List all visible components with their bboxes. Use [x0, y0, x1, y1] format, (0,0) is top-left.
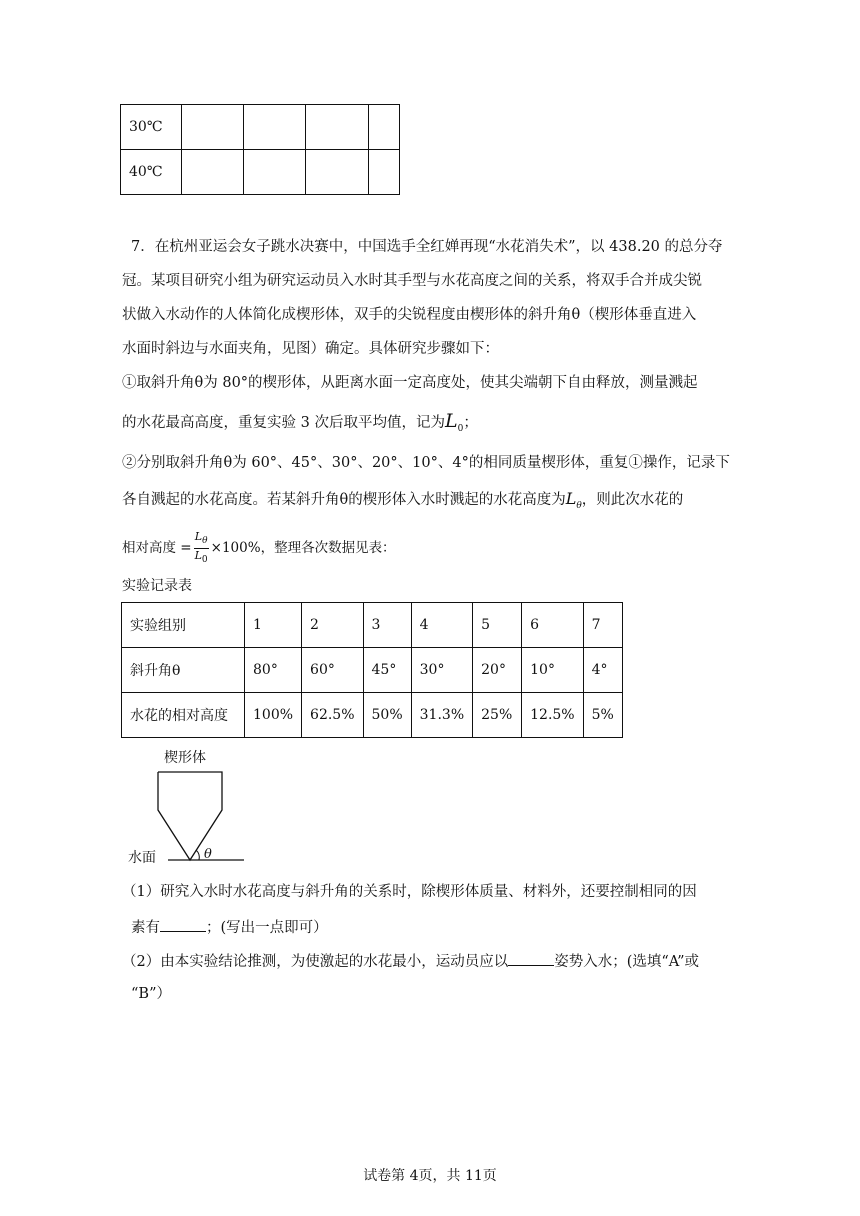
math-symbol: L	[565, 489, 577, 508]
subquestion-1: （1）研究入水时水花高度与斜升角的关系时，除楔形体质量、材料外，还要控制相同的因	[122, 884, 697, 900]
table-cell: 25%	[473, 693, 522, 738]
table-cell: 80°	[245, 648, 302, 693]
table-cell	[306, 150, 369, 195]
question-text: 状做入水动作的人体简化成楔形体，双手的尖锐程度由楔形体的斜升角θ（楔形体垂直进入	[122, 307, 697, 323]
table-cell: 40℃	[121, 150, 182, 195]
table-cell: 50%	[363, 693, 411, 738]
table-cell: 45°	[363, 648, 411, 693]
temperature-table	[120, 104, 400, 195]
table-cell: 60°	[302, 648, 363, 693]
table-cell: 5%	[583, 693, 622, 738]
wedge-shape	[158, 772, 222, 860]
step-text: 各自溅起的水花高度。若某斜升角θ的楔形体入水时溅起的水花高度为$L_\theta$，则此次水花的	[122, 489, 684, 511]
table-cell	[306, 105, 369, 150]
table-caption: 实验记录表	[122, 578, 192, 594]
table-cell: 斜升角θ	[122, 648, 245, 693]
subquestion-2-line2: “B”）	[131, 986, 171, 1002]
wedge-diagram	[128, 748, 248, 868]
table-cell: 10°	[522, 648, 583, 693]
table-header-cell: 5	[473, 603, 522, 648]
angle-label: θ	[204, 847, 212, 862]
page-footer: 试卷第 4页，共 11页	[363, 1168, 497, 1184]
table-header-cell: 6	[522, 603, 583, 648]
table-cell: 20°	[473, 648, 522, 693]
table-header-cell: 3	[363, 603, 411, 648]
table-cell: 30°	[411, 648, 472, 693]
step-text: 的水花最高高度，重复实验 3 次后取平均值，记为$L_0$；	[122, 410, 478, 434]
table-cell	[182, 105, 244, 150]
water-label: 水面	[128, 850, 156, 866]
table-cell: 水花的相对高度	[122, 693, 245, 738]
table-cell	[182, 150, 244, 195]
table-header-cell: 2	[302, 603, 363, 648]
table-cell: 31.3%	[411, 693, 472, 738]
question-text: 冠。某项目研究小组为研究运动员入水时其手型与水花高度之间的关系，将双手合并成尖锐	[122, 273, 702, 289]
subquestion-2: （2）由本实验结论推测，为使激起的水花最小，运动员应以 姿势入水；(选填“A”或	[122, 950, 699, 972]
question-text: 水面时斜边与水面夹角，见图）确定。具体研究步骤如下：	[122, 341, 499, 357]
table-cell	[244, 150, 306, 195]
table-cell: 62.5%	[302, 693, 363, 738]
table-cell: 100%	[245, 693, 302, 738]
table-header-cell: 4	[411, 603, 472, 648]
fraction: $\frac{L_\theta}{L_0}$	[194, 530, 208, 566]
question-text: 7．在杭州亚运会女子跳水决赛中，中国选手全红婵再现“水花消失术”，以 438.20 的总分夺	[131, 239, 723, 255]
table-row	[121, 105, 400, 150]
math-symbol: L	[444, 410, 458, 432]
table-row	[122, 648, 623, 693]
experiment-record-table	[121, 602, 623, 738]
table-cell	[244, 105, 306, 150]
step-text: ①取斜升角θ为 80°的楔形体，从距离水面一定高度处，使其尖端朝下自由释放，测量溅起	[122, 375, 698, 391]
table-header-cell: 实验组别	[122, 603, 245, 648]
step-text: ②分别取斜升角θ为 60°、45°、30°、20°、10°、4°的相同质量楔形体，重复①操作，记录下	[122, 455, 730, 471]
answer-blank[interactable]	[160, 916, 206, 932]
table-row	[122, 603, 623, 648]
wedge-label: 楔形体	[164, 750, 206, 766]
table-header-cell: 1	[245, 603, 302, 648]
table-cell	[369, 105, 400, 150]
formula: 相对高度 = $\frac{L_\theta}{L_0}$ ×100%，整理各次数据见表：	[122, 530, 396, 566]
answer-blank[interactable]	[508, 950, 554, 966]
table-row	[122, 693, 623, 738]
subquestion-1-line2: 素有 ；(写出一点即可）	[131, 916, 328, 938]
table-header-cell: 7	[583, 603, 622, 648]
question-number: 7．	[131, 239, 155, 255]
table-cell: 30℃	[121, 105, 182, 150]
table-cell: 12.5%	[522, 693, 583, 738]
angle-arc	[196, 850, 199, 860]
table-row	[121, 150, 400, 195]
table-cell	[369, 150, 400, 195]
table-cell: 4°	[583, 648, 622, 693]
